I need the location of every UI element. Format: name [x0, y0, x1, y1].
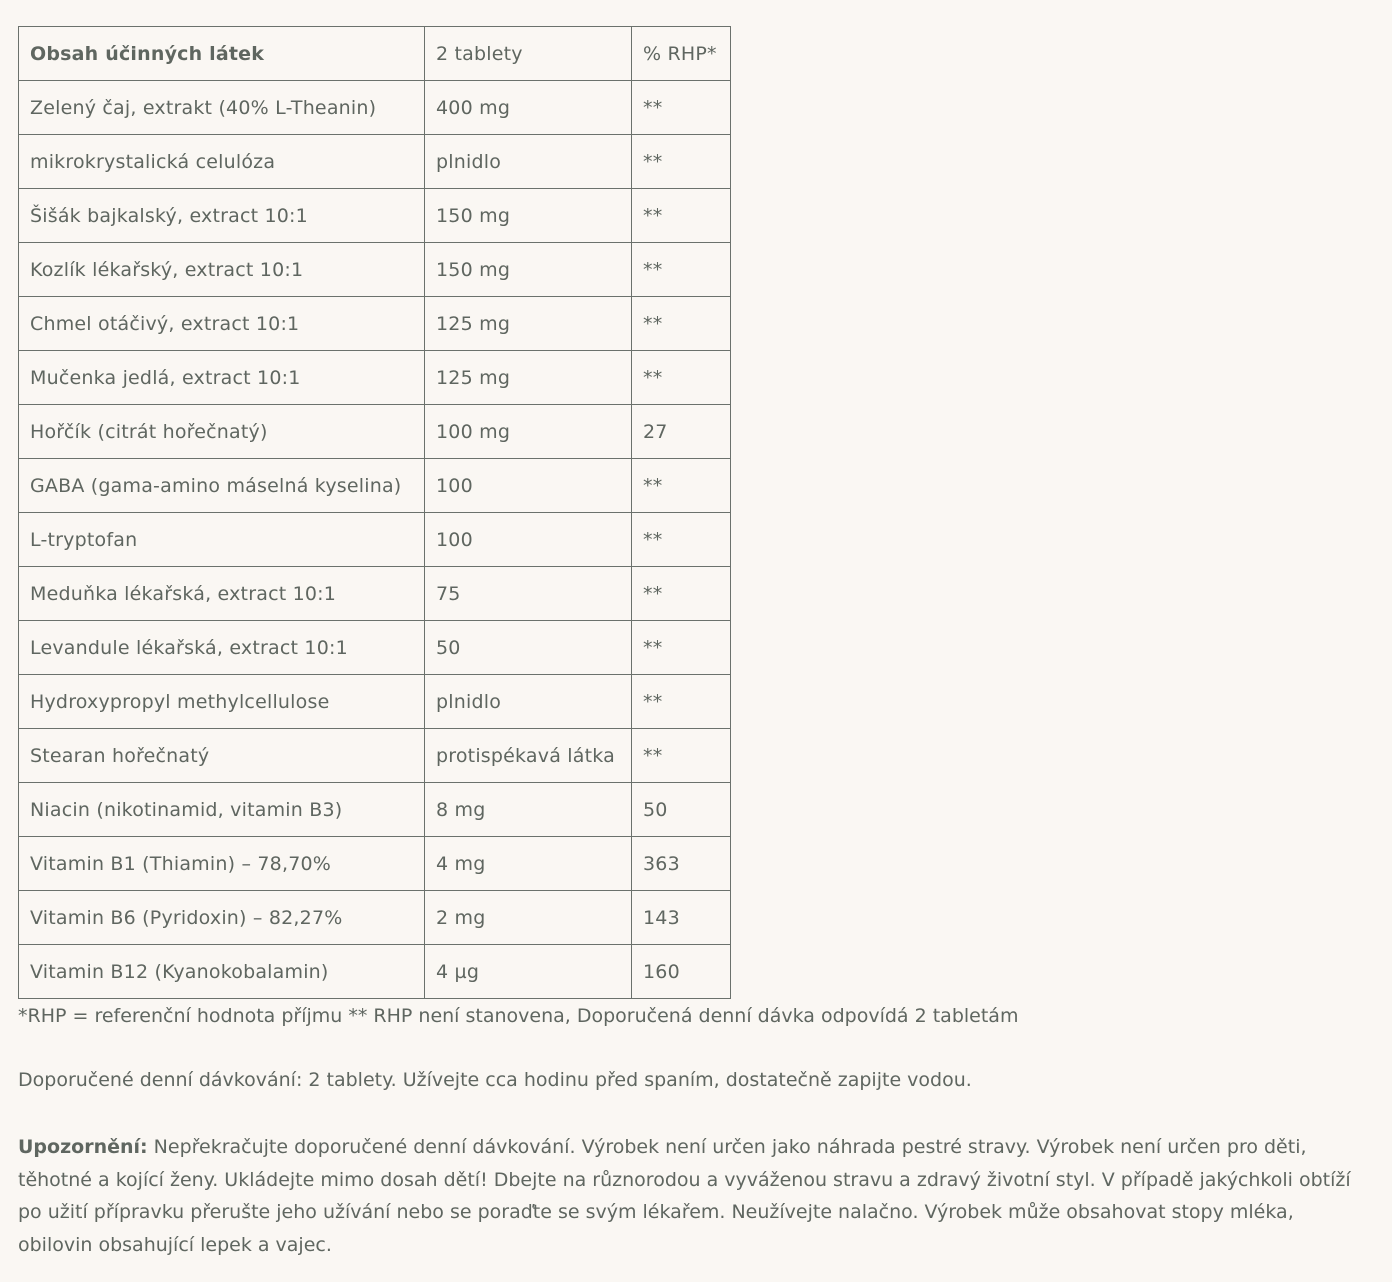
table-row	[19, 135, 731, 189]
table-row	[19, 891, 731, 945]
header-ingredient: Obsah účinných látek	[19, 27, 425, 81]
cell-rhp: 160	[632, 945, 731, 999]
cell-rhp: 363	[632, 837, 731, 891]
ingredients-table	[18, 26, 731, 999]
table-row	[19, 459, 731, 513]
cell-rhp: 50	[632, 783, 731, 837]
table-row	[19, 351, 731, 405]
table-header-row	[19, 27, 731, 81]
table-row	[19, 945, 731, 999]
table-row	[19, 405, 731, 459]
table-row	[19, 621, 731, 675]
cell-amount: 100 mg	[425, 405, 632, 459]
cell-amount: 125 mg	[425, 297, 632, 351]
cell-amount: 125 mg	[425, 351, 632, 405]
cell-ingredient: Zelený čaj, extrakt (40% L-Theanin)	[19, 81, 425, 135]
table-row	[19, 81, 731, 135]
cell-ingredient: Šišák bajkalský, extract 10:1	[19, 189, 425, 243]
header-rhp: % RHP*	[632, 27, 731, 81]
cell-ingredient: Vitamin B12 (Kyanokobalamin)	[19, 945, 425, 999]
cell-ingredient: Niacin (nikotinamid, vitamin B3)	[19, 783, 425, 837]
cell-ingredient: Vitamin B6 (Pyridoxin) – 82,27%	[19, 891, 425, 945]
table-row	[19, 729, 731, 783]
cell-ingredient: Hydroxypropyl methylcellulose	[19, 675, 425, 729]
cell-ingredient: Kozlík lékařský, extract 10:1	[19, 243, 425, 297]
cell-rhp: **	[632, 135, 731, 189]
cell-rhp: **	[632, 459, 731, 513]
cell-ingredient: Vitamin B1 (Thiamin) – 78,70%	[19, 837, 425, 891]
dosage-text: Doporučené denní dávkování: 2 tablety. Užívejte cca hodinu před spaním, dostatečně zapijte vodou.	[18, 1069, 972, 1091]
cell-amount: plnidlo	[425, 675, 632, 729]
cell-amount: plnidlo	[425, 135, 632, 189]
cell-ingredient: Chmel otáčivý, extract 10:1	[19, 297, 425, 351]
warning-label: Upozornění:	[18, 1136, 148, 1158]
warning-text: Nepřekračujte doporučené denní dávkování. Výrobek není určen jako náhrada pestré stravy. Výrobek není určen pro děti, těhotné a kojící ženy. Ukládejte mimo dosah dětí! Dbejte na různorodou a vyváženou stravu a zdravý životní styl. V případě jakýchkoli obtíží po užití přípravku přerušte jeho užívání nebo se poraďte se svým lékařem. Neužívejte nalačno. Výrobek může obsahovat stopy mléka, obilovin obsahující lepek a vajec.	[18, 1136, 1351, 1256]
cell-rhp: **	[632, 243, 731, 297]
table-row	[19, 189, 731, 243]
cell-ingredient: Mučenka jedlá, extract 10:1	[19, 351, 425, 405]
cell-ingredient: Levandule lékařská, extract 10:1	[19, 621, 425, 675]
cell-amount: 100	[425, 513, 632, 567]
cell-ingredient: Hořčík (citrát hořečnatý)	[19, 405, 425, 459]
cell-amount: 2 mg	[425, 891, 632, 945]
cell-amount: 4 µg	[425, 945, 632, 999]
cell-amount: 50	[425, 621, 632, 675]
cell-rhp: **	[632, 567, 731, 621]
table-row	[19, 675, 731, 729]
cell-rhp: **	[632, 729, 731, 783]
cell-rhp: **	[632, 351, 731, 405]
cell-amount: 100	[425, 459, 632, 513]
cell-rhp: **	[632, 189, 731, 243]
cell-ingredient: Meduňka lékařská, extract 10:1	[19, 567, 425, 621]
header-amount: 2 tablety	[425, 27, 632, 81]
product-composition	[18, 26, 1374, 1261]
cell-rhp: **	[632, 81, 731, 135]
table-row	[19, 837, 731, 891]
rhp-footnote: *RHP = referenční hodnota příjmu ** RHP není stanovena, Doporučená denní dávka odpovídá 2 tabletám	[18, 1005, 1019, 1027]
cell-amount: 75	[425, 567, 632, 621]
cell-amount: 4 mg	[425, 837, 632, 891]
cell-ingredient: L-tryptofan	[19, 513, 425, 567]
warning-paragraph	[18, 1131, 1374, 1261]
cell-rhp: **	[632, 621, 731, 675]
table-row	[19, 567, 731, 621]
cell-amount: 8 mg	[425, 783, 632, 837]
cell-rhp: 27	[632, 405, 731, 459]
cell-ingredient: mikrokrystalická celulóza	[19, 135, 425, 189]
table-row	[19, 297, 731, 351]
cell-amount: protispékavá látka	[425, 729, 632, 783]
cell-amount: 150 mg	[425, 243, 632, 297]
table-row	[19, 783, 731, 837]
cell-rhp: **	[632, 675, 731, 729]
cell-rhp: **	[632, 513, 731, 567]
cell-amount: 150 mg	[425, 189, 632, 243]
table-row	[19, 513, 731, 567]
cell-ingredient: GABA (gama-amino máselná kyselina)	[19, 459, 425, 513]
cell-rhp: **	[632, 297, 731, 351]
cell-amount: 400 mg	[425, 81, 632, 135]
cell-rhp: 143	[632, 891, 731, 945]
table-row	[19, 243, 731, 297]
cell-ingredient: Stearan hořečnatý	[19, 729, 425, 783]
